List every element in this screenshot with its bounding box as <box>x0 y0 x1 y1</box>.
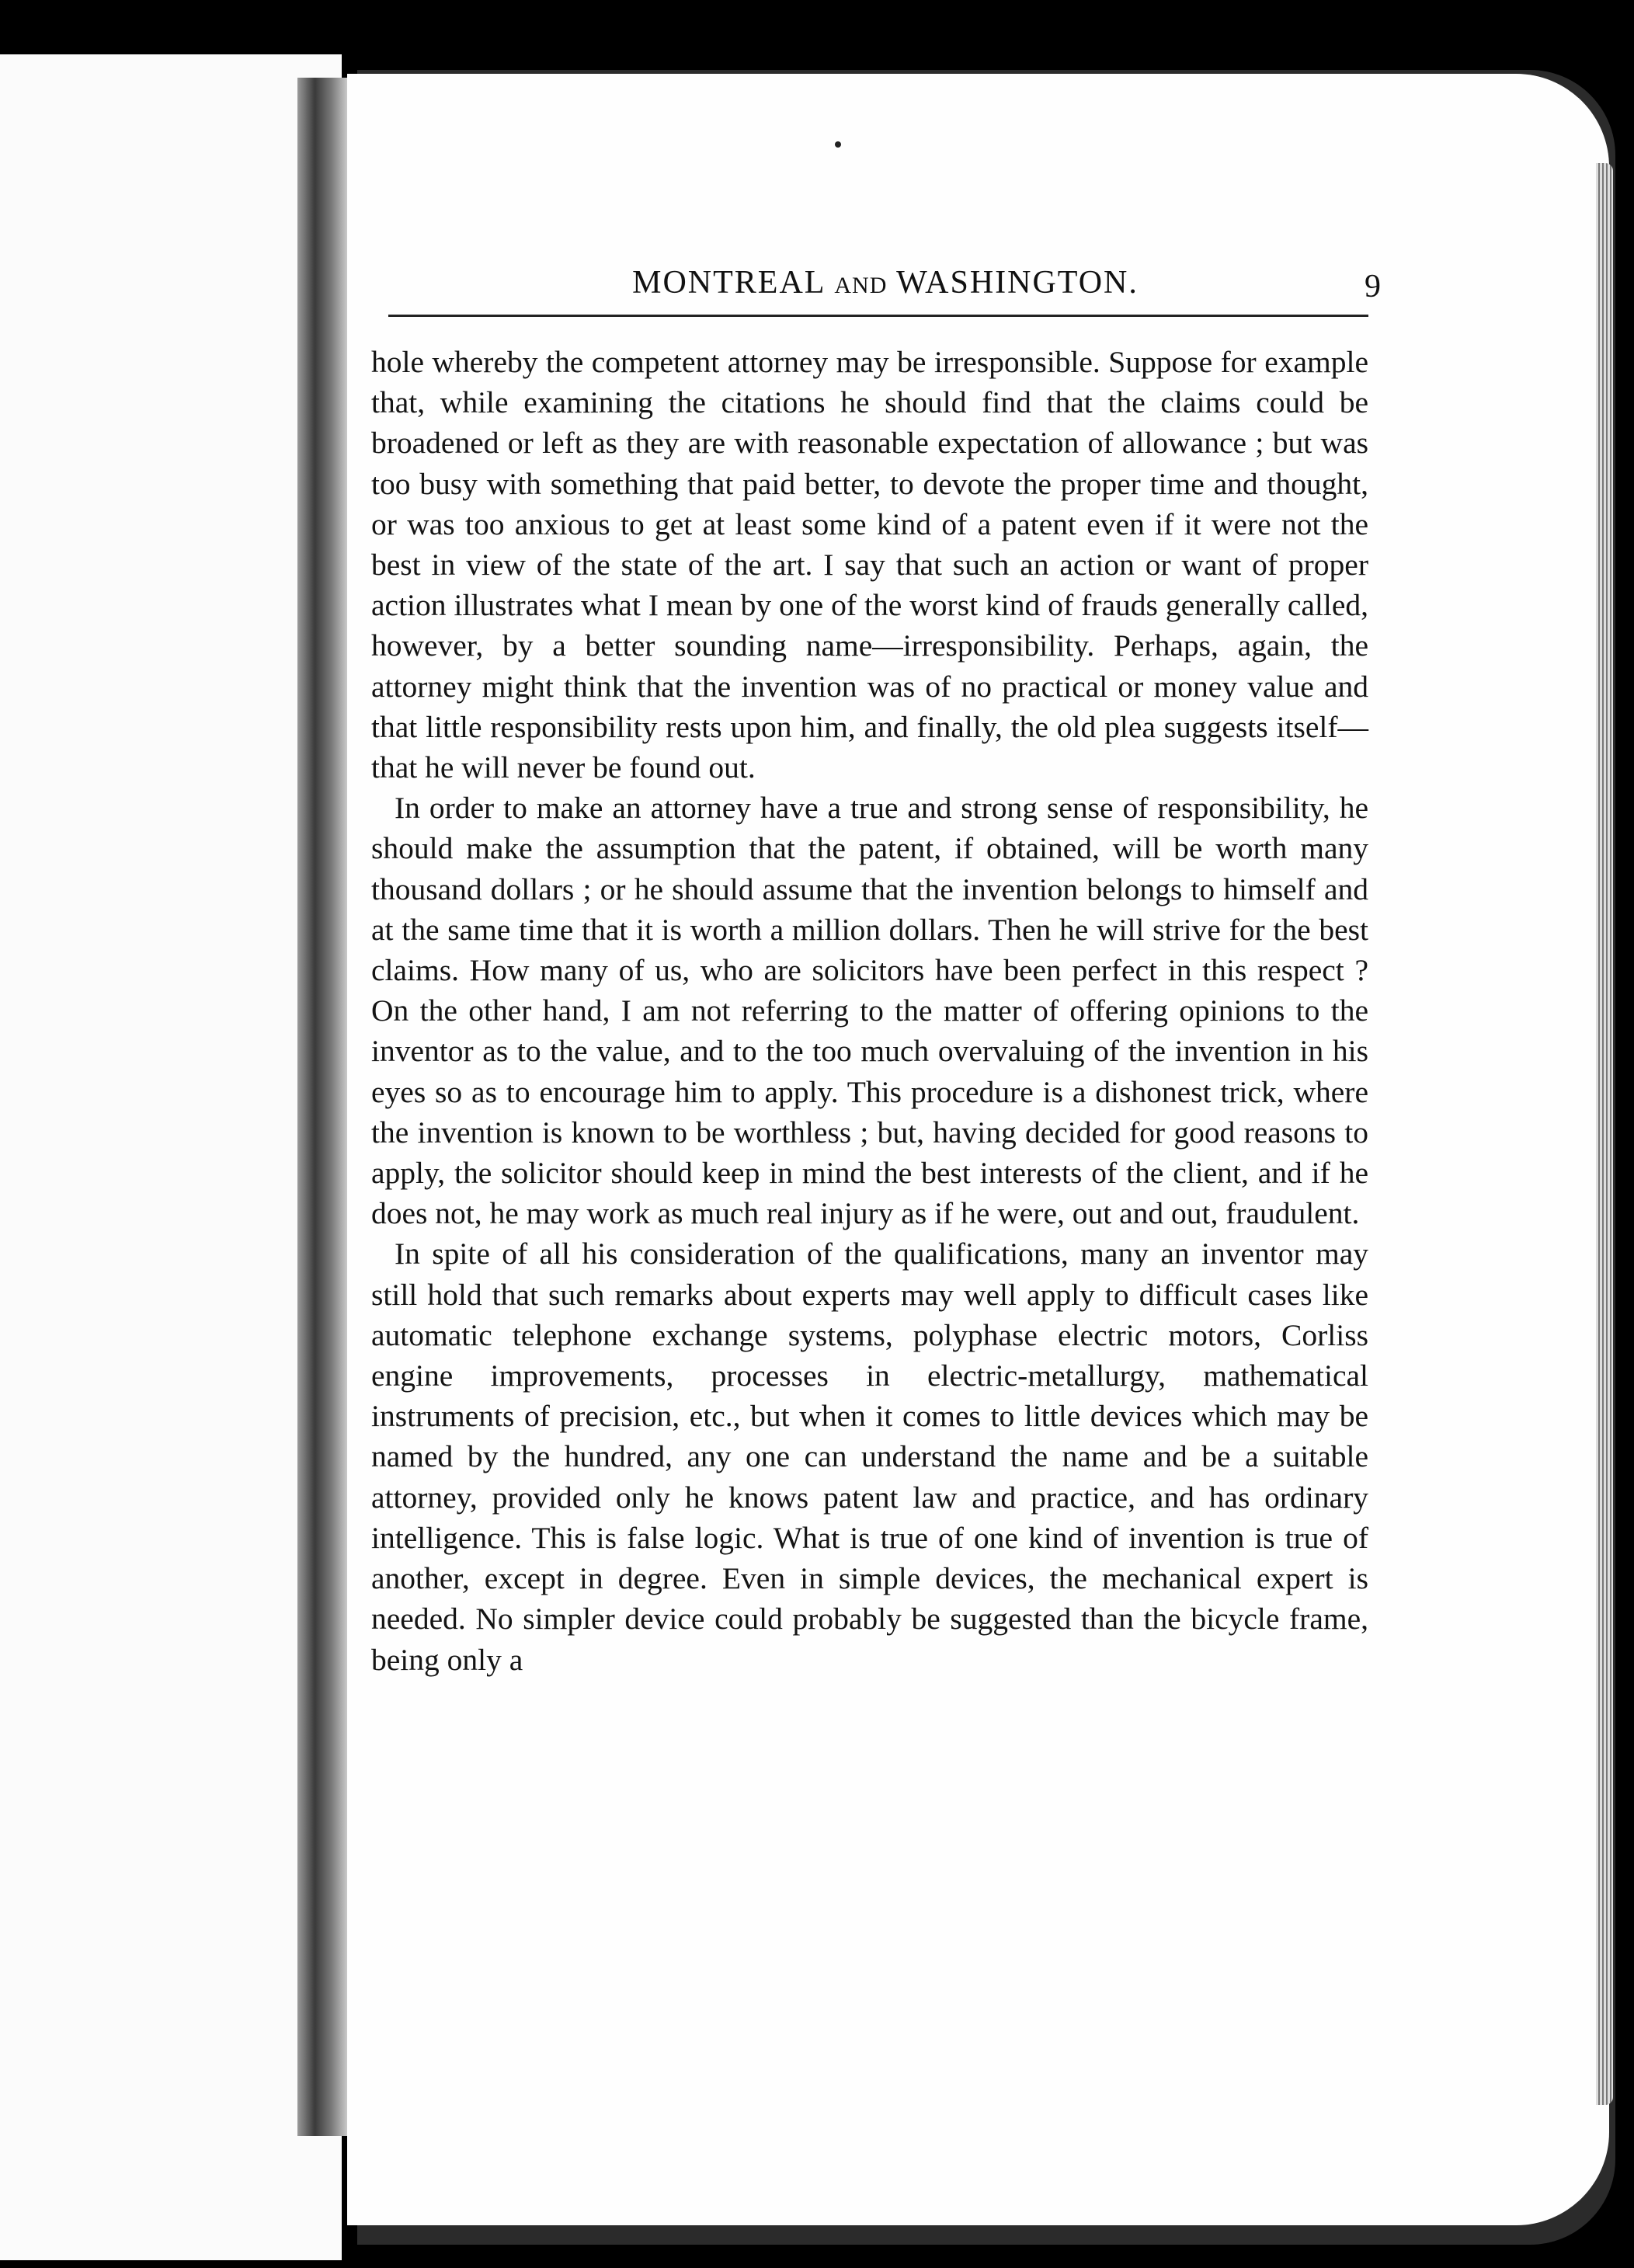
ink-speck <box>835 141 841 148</box>
header-title-and: AND <box>834 273 888 298</box>
page-edges <box>1596 163 1613 2105</box>
paragraph-2: In order to make an attorney have a true and strong sense of responsibility, he should make the assumption that the patent, if obtained, will be worth many thousand dollars ; or he should assume that the invention belongs to himself and at the same time that it is worth a million dollars. Then he will strive for the best claims. How many of us, who are solicitors have been perfect in this respect ? On the other hand, I am not referring to the matter of offering opinions to the inventor as to the value, and to the too much overvaluing of the invention in his eyes so as to encourage him to apply. This procedure is a dishonest trick, where the invention is known to be worthless ; but, having decided for good reasons to apply, the solicitor should keep in mind the best interests of the client, and if he does not, he may work as much real injury as if he were, out and out, fraudulent. <box>371 791 1368 1231</box>
left-blank-page <box>0 54 342 2260</box>
header-rule <box>388 315 1368 317</box>
book-spine <box>297 78 347 2136</box>
running-header <box>388 264 1382 311</box>
header-title-part2: WASHINGTON. <box>896 265 1139 301</box>
paragraph-3: In spite of all his consideration of the qualifications, many an inventor may still hold that such remarks about experts may well apply to difficult cases like automatic telephone exchange systems, polyphase electric motors, Corliss engine improvements, processes in electric-metallurgy, mathematical instruments of precision, etc., but when it comes to little devices which may be named by the hundred, any one can understand the name and be a suitable attorney, provided only he knows patent law and practice, and has ordinary intelligence. This is false logic. What is true of one kind of invention is true of another, except in degree. Even in simple devices, the mechanical expert is needed. No simpler device could probably be suggested than the bicycle frame, being only a <box>371 1237 1368 1677</box>
header-title-part1: MONTREAL <box>632 265 825 301</box>
paragraph-1: hole whereby the competent attorney may be irresponsible. Suppose for example that, while examining the citations he should find that the claims could be broadened or left as they are with reasonable expectation of allowance ; but was too busy with something that paid better, to devote the proper time and thought, or was too anxious to get at least some kind of a patent even if it were not the best in view of the state of the art. I say that such an action or want of proper action illustrates what I mean by one of the worst kind of frauds generally called, however, by a better sounding name—irresponsibility. Perhaps, again, the attorney might think that the invention was of no practical or money value and that little responsibility rests upon him, and finally, the old plea suggests itself—that he will never be found out. <box>371 345 1368 785</box>
body-text <box>371 342 1368 1680</box>
page-number: 9 <box>1365 269 1381 304</box>
